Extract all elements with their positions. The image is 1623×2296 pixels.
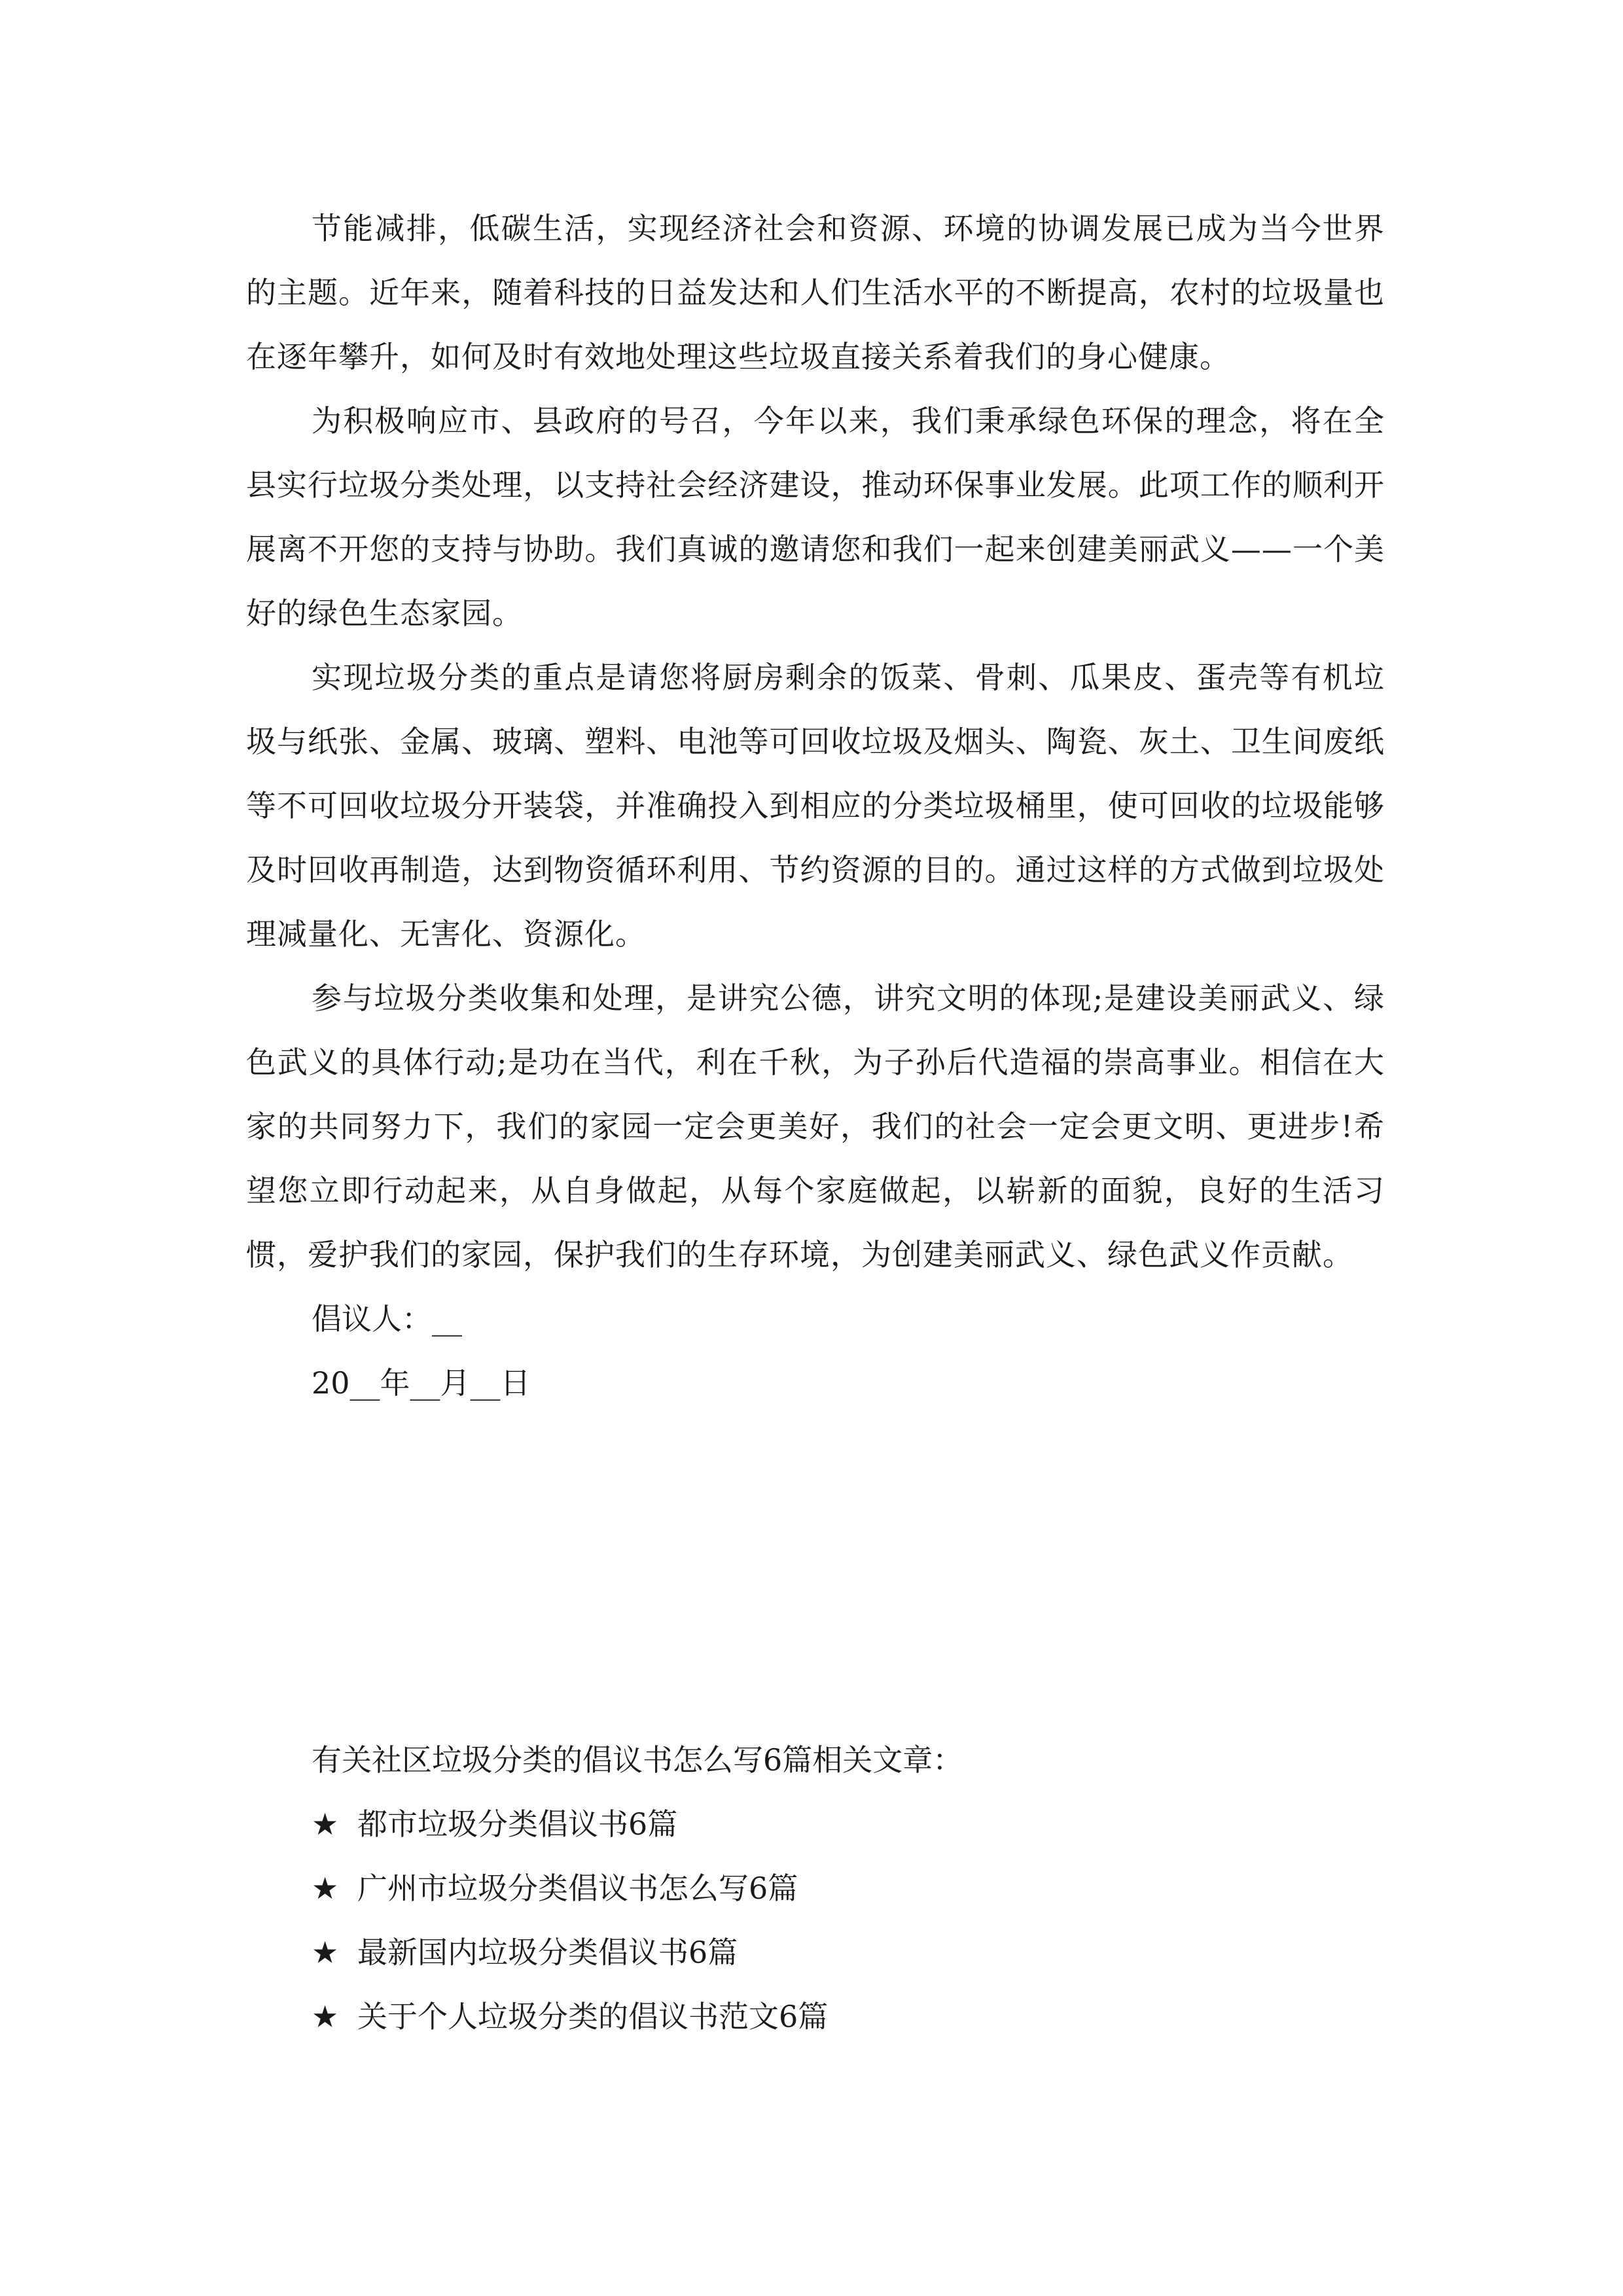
related-article-item[interactable] — [246, 1792, 1385, 1856]
star-icon: ★ — [312, 1871, 339, 1906]
related-article-item[interactable] — [246, 1856, 1385, 1920]
paragraph-call-to-action: 为积极响应市、县政府的号召，今年以来，我们秉承绿色环保的理念，将在全县实行垃圾分类处理，以支持社会经济建设，推动环保事业发展。此项工作的顺利开展离不开您的支持与协助。我们真诚的邀请您和我们一起来创建美丽武义——一个美好的绿色生态家园。 — [246, 403, 1385, 631]
date-line: 20__年__月__日 — [312, 1365, 531, 1401]
related-article-link[interactable]: 广州市垃圾分类倡议书怎么写6篇 — [357, 1871, 798, 1906]
related-article-link[interactable]: 最新国内垃圾分类倡议书6篇 — [357, 1935, 738, 1970]
star-icon: ★ — [312, 1999, 339, 2034]
related-article-item[interactable] — [246, 1984, 1385, 2049]
related-article-link[interactable]: 都市垃圾分类倡议书6篇 — [357, 1806, 678, 1842]
signature-line: 倡议人：__ — [312, 1301, 462, 1336]
related-articles-title: 有关社区垃圾分类的倡议书怎么写6篇相关文章： — [312, 1742, 963, 1778]
paragraph-sorting-method: 实现垃圾分类的重点是请您将厨房剩余的饭菜、骨刺、瓜果皮、蛋壳等有机垃圾与纸张、金属、玻璃、塑料、电池等可回收垃圾及烟头、陶瓷、灰土、卫生间废纸等不可回收垃圾分开装袋，并准确投入到相应的分类垃圾桶里，使可回收的垃圾能够及时回收再制造，达到物资循环利用、节约资源的目的。通过这样的方式做到垃圾处理减量化、无害化、资源化。 — [246, 660, 1385, 952]
star-icon: ★ — [312, 1935, 339, 1970]
paragraph-intro: 节能减排，低碳生活，实现经济社会和资源、环境的协调发展已成为当今世界的主题。近年来，随着科技的日益发达和人们生活水平的不断提高，农村的垃圾量也在逐年攀升，如何及时有效地处理这些垃圾直接关系着我们的身心健康。 — [246, 211, 1385, 374]
star-icon: ★ — [312, 1806, 339, 1842]
document-body — [246, 196, 1385, 1415]
paragraph-closing: 参与垃圾分类收集和处理，是讲究公德，讲究文明的体现;是建设美丽武义、绿色武义的具体行动;是功在当代，利在千秋，为子孙后代造福的崇高事业。相信在大家的共同努力下，我们的家园一定会更美好，我们的社会一定会更文明、更进步!希望您立即行动起来，从自身做起，从每个家庭做起，以崭新的面貌，良好的生活习惯，爱护我们的家园，保护我们的生存环境，为创建美丽武义、绿色武义作贡献。 — [246, 980, 1385, 1272]
related-article-link[interactable]: 关于个人垃圾分类的倡议书范文6篇 — [357, 1999, 829, 2034]
related-articles — [246, 1728, 1385, 2049]
related-article-item[interactable] — [246, 1920, 1385, 1984]
